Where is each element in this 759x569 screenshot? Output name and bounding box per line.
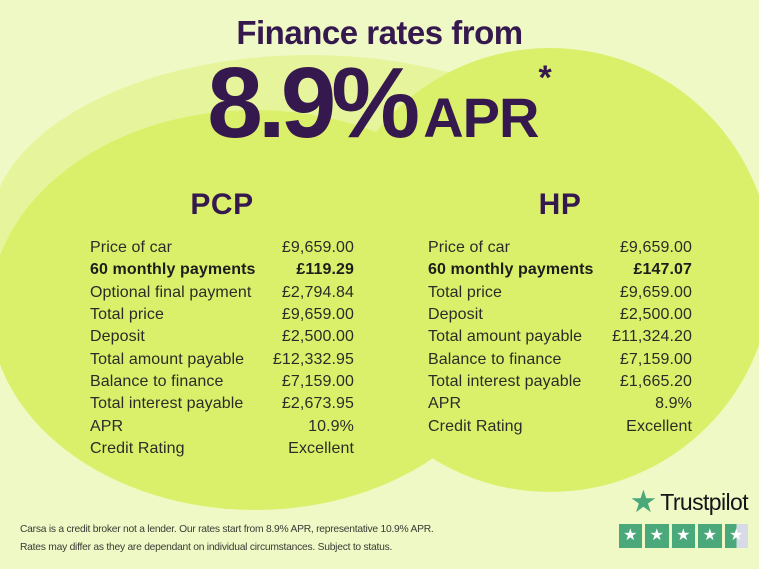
table-row <box>90 393 354 415</box>
row-label: Optional final payment <box>90 283 252 301</box>
banner-subtitle: Finance rates from <box>236 14 523 51</box>
row-label: Total interest payable <box>90 395 244 413</box>
row-value: £9,659.00 <box>281 239 354 257</box>
row-value: £2,673.95 <box>281 395 354 413</box>
star-half-icon: ★ <box>725 524 749 548</box>
table-row <box>90 371 354 393</box>
row-value: £11,324.20 <box>612 328 692 346</box>
row-value: £7,159.00 <box>281 372 354 390</box>
row-value: £9,659.00 <box>619 239 692 257</box>
row-value: £9,659.00 <box>281 306 354 324</box>
headline-rate <box>0 47 759 159</box>
pcp-column-title: PCP <box>190 188 254 221</box>
trustpilot-logo <box>629 484 748 519</box>
table-row <box>90 415 354 437</box>
table-row <box>428 393 692 415</box>
footnote-asterisk: * <box>538 59 552 97</box>
table-row <box>428 415 692 437</box>
table-row <box>90 282 354 304</box>
row-value: £147.07 <box>633 261 692 279</box>
row-label: APR <box>428 395 462 413</box>
row-label: Balance to finance <box>428 350 562 368</box>
row-label: Credit Rating <box>90 439 185 457</box>
header <box>0 14 759 159</box>
row-label: Credit Rating <box>428 417 523 435</box>
row-label: Total price <box>428 283 503 301</box>
row-label: Deposit <box>90 328 145 346</box>
trustpilot-star-icon: ★ <box>629 484 658 519</box>
row-value: £2,500.00 <box>619 306 692 324</box>
row-label: Total price <box>90 306 165 324</box>
table-row <box>428 237 692 259</box>
trustpilot-brand-text: Trustpilot <box>660 488 748 515</box>
row-label: Price of car <box>428 239 511 257</box>
table-row <box>90 326 354 348</box>
trustpilot-rating-stars <box>619 524 749 548</box>
star-full-icon: ★ <box>672 524 696 548</box>
table-row <box>428 282 692 304</box>
row-label: Total interest payable <box>428 372 582 390</box>
star-full-icon: ★ <box>645 524 669 548</box>
star-full-icon: ★ <box>619 524 643 548</box>
table-row <box>428 371 692 393</box>
star-full-icon: ★ <box>698 524 722 548</box>
hp-column <box>428 188 692 438</box>
row-label: Total amount payable <box>428 328 583 346</box>
table-row <box>90 348 354 370</box>
disclaimer-line-2: Rates may differ as they are dependant on individual circumstances. Subject to status. <box>20 541 393 553</box>
row-label: Balance to finance <box>90 372 224 390</box>
table-row <box>90 438 354 460</box>
row-label: 60 monthly payments <box>90 261 256 279</box>
row-value: £9,659.00 <box>619 283 692 301</box>
row-label: Total amount payable <box>90 350 245 368</box>
row-value: £1,665.20 <box>619 372 692 390</box>
table-row <box>90 237 354 259</box>
row-value: £12,332.95 <box>272 350 354 368</box>
table-row <box>90 259 354 281</box>
table-row <box>428 304 692 326</box>
disclaimer-line-1: Carsa is a credit broker not a lender. Our rates start from 8.9% APR, representative 10.9% APR. <box>20 524 434 535</box>
legal-disclaimer <box>20 521 434 556</box>
pcp-column <box>90 188 354 460</box>
row-value: £7,159.00 <box>619 350 692 368</box>
row-value: £2,500.00 <box>281 328 354 346</box>
row-value: 8.9% <box>655 395 692 413</box>
row-value: £119.29 <box>296 261 354 279</box>
row-value: 10.9% <box>308 417 354 435</box>
row-label: APR <box>90 417 124 435</box>
row-value: £2,794.84 <box>281 283 354 301</box>
apr-label: APR <box>423 86 539 149</box>
table-row <box>428 348 692 370</box>
row-label: Deposit <box>428 306 483 324</box>
hp-table <box>428 237 692 438</box>
rate-value: 8.9% <box>207 47 416 159</box>
table-row <box>428 326 692 348</box>
table-row <box>90 304 354 326</box>
row-label: 60 monthly payments <box>428 261 594 279</box>
row-label: Price of car <box>90 239 173 257</box>
row-value: Excellent <box>626 417 692 435</box>
row-value: Excellent <box>288 439 354 457</box>
hp-column-title: HP <box>538 188 582 221</box>
table-row <box>428 259 692 281</box>
pcp-table <box>90 237 354 460</box>
trustpilot-widget[interactable] <box>619 484 749 548</box>
